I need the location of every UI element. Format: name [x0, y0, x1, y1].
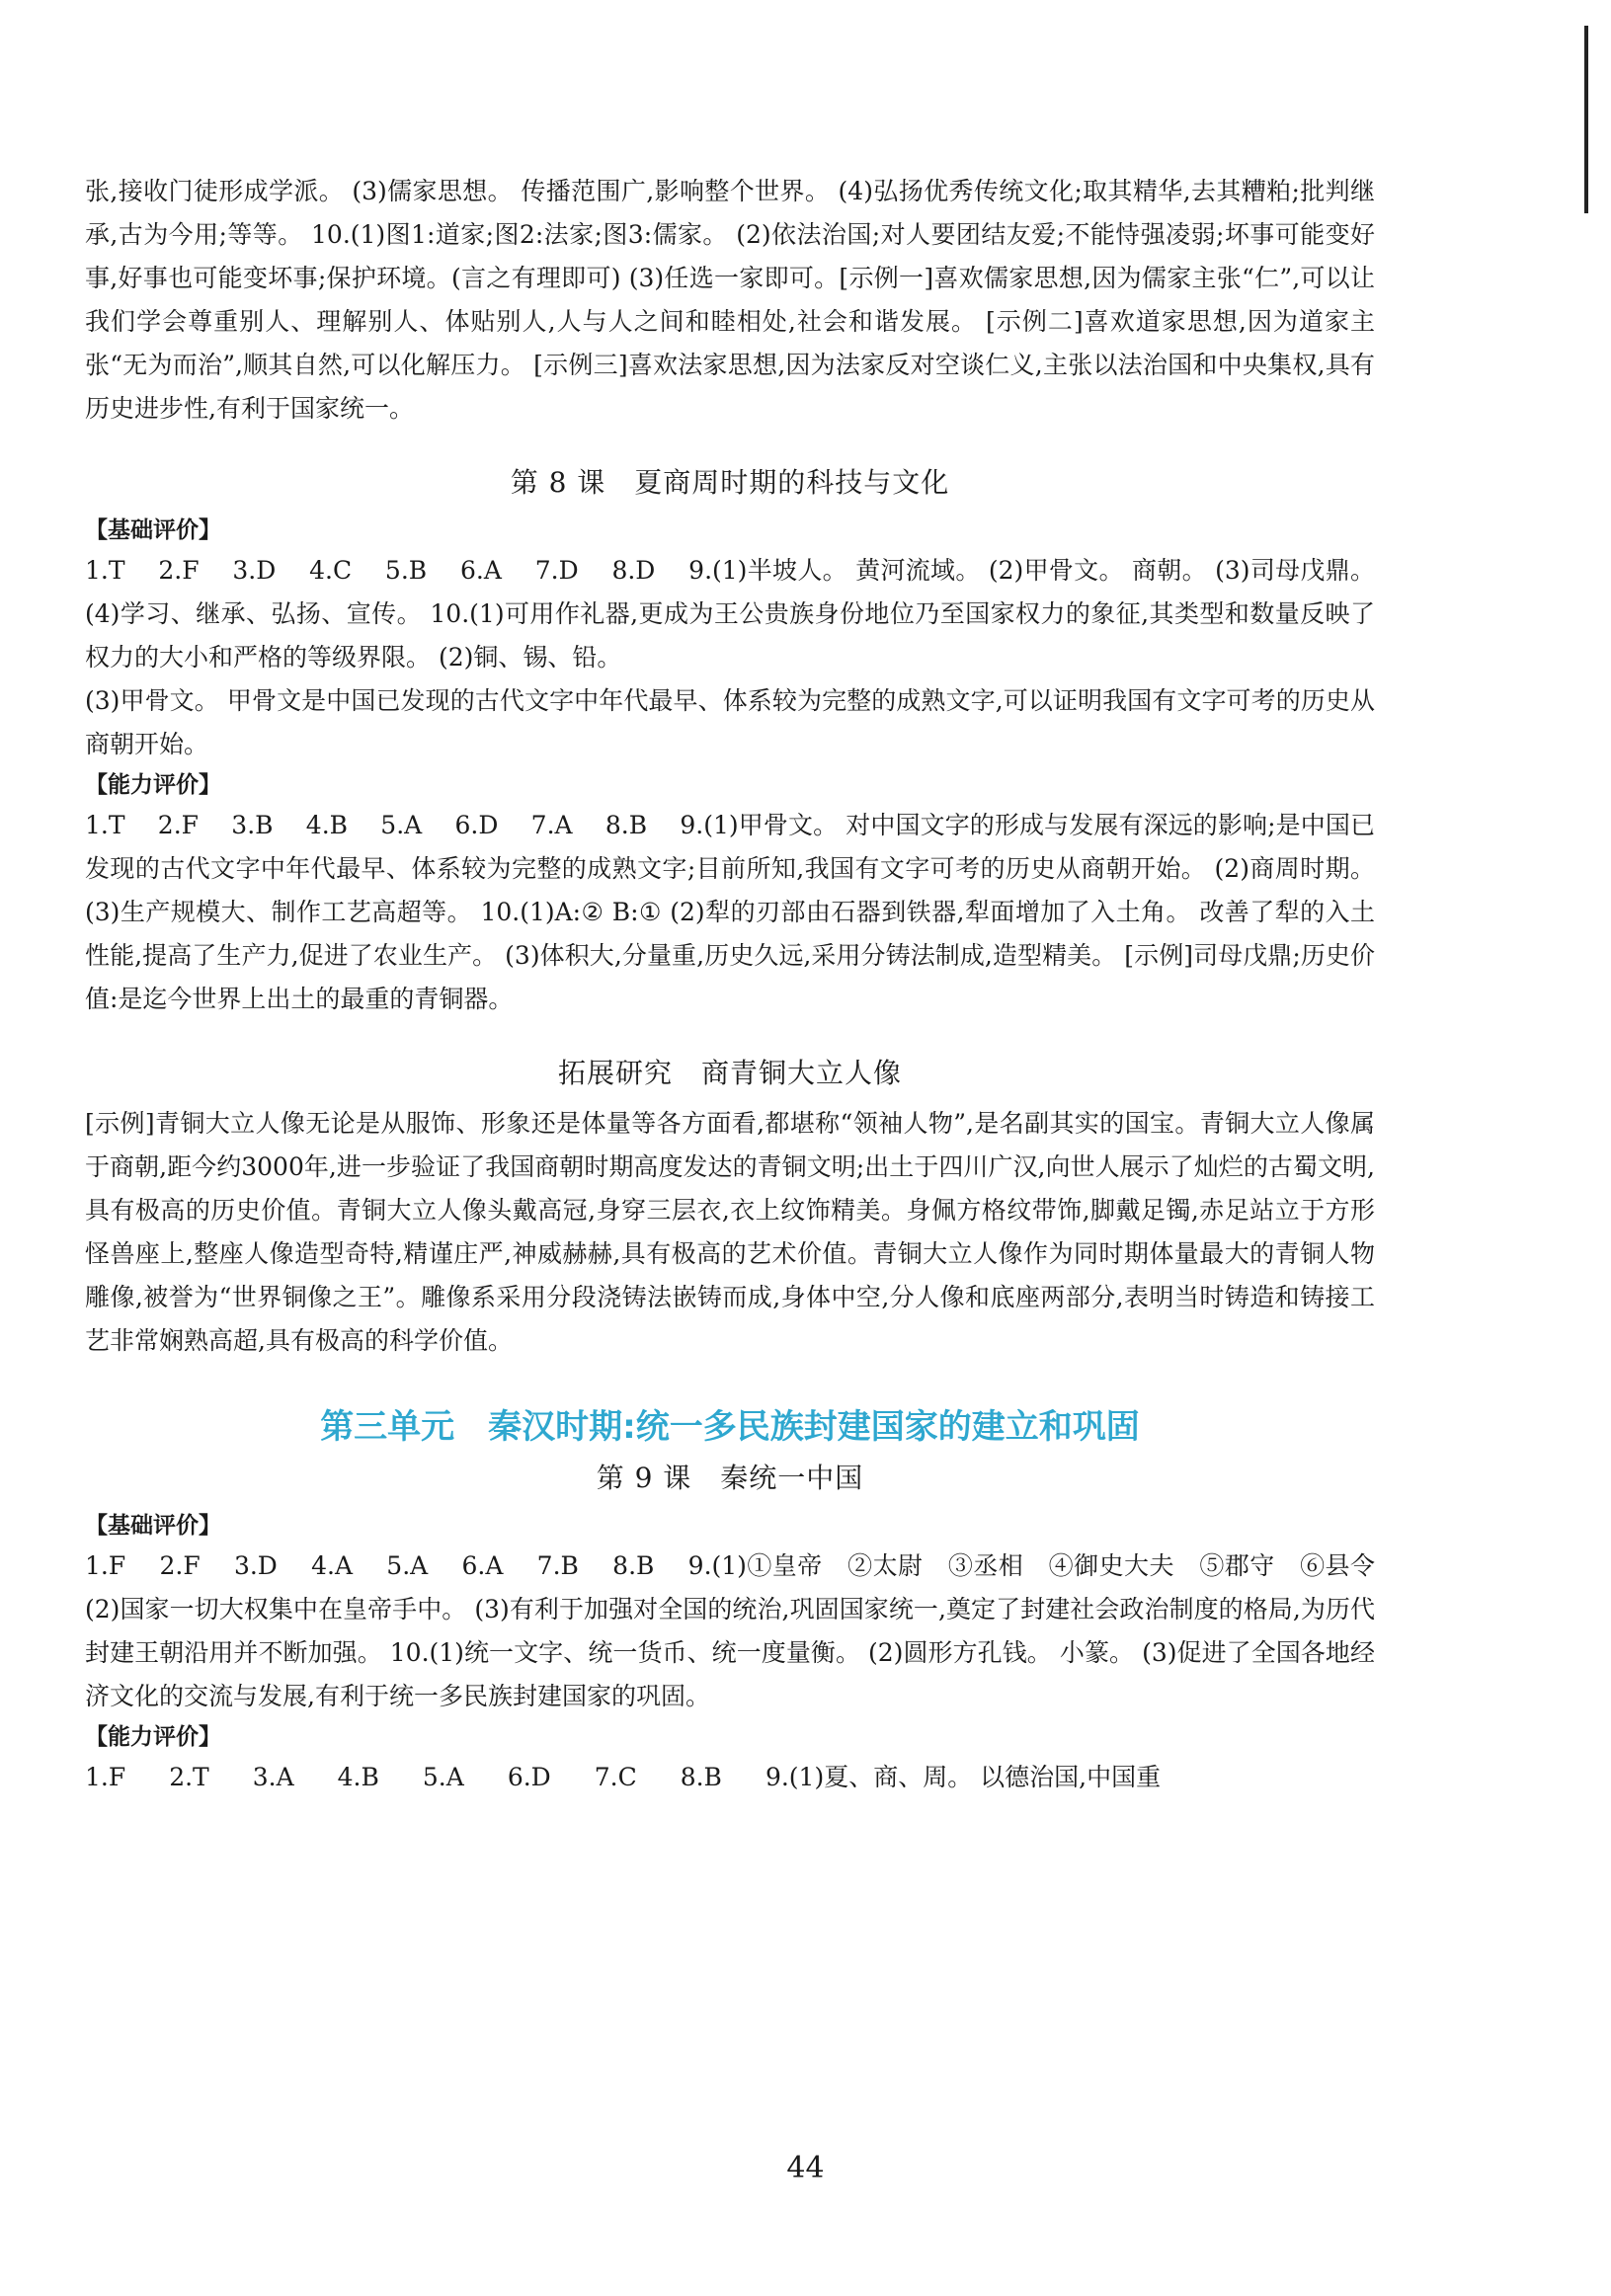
answer-item: 6.D — [507, 1763, 551, 1791]
answer-tail: 9.(1)夏、商、周。 以德治国,中国重 — [765, 1763, 1162, 1791]
answer-item: 1.F — [85, 1763, 126, 1791]
lesson-8-ability-tag: 【能力评价】 — [85, 772, 221, 798]
continuation-paragraph: 张,接收门徒形成学派。 (3)儒家思想。 传播范围广,影响整个世界。 (4)弘扬优秀传统文化;取其精华,去其糟粕;批判继承,古为今用;等等。 10.(1)图1:道家;图2:法家;图3:儒家。 (2)依法治国;对人要团结友爱;不能恃强凌弱;坏事可能变好事,好事也可能变坏事;保护环境。(言之有理即可) (3)任选一家即可。[示例一]喜欢儒家思想,因为儒家主张“仁”,可以让我们学会尊重别人、理解别人、体贴别人,人与人之间和睦相处,社会和谐发展。 [示例二]喜欢道家思想,因为道家主张“无为而治”,顺其自然,可以化解压力。 [示例三]喜欢法家思想,因为法家反对空谈仁义,主张以法治国和中央集权,具有历史进步性,有利于国家统一。 — [85, 177, 1375, 423]
lesson-9-basic-tag: 【基础评价】 — [85, 1513, 221, 1539]
answer-item: 8.B — [680, 1763, 722, 1791]
research-paragraph: [示例]青铜大立人像无论是从服饰、形象还是体量等各方面看,都堪称“领袖人物”,是名副其实的国宝。青铜大立人像属于商朝,距今约3000年,进一步验证了我国商朝时期高度发达的青铜文明;出土于四川广汉,向世人展示了灿烂的古蜀文明,具有极高的历史价值。青铜大立人像头戴高冠,身穿三层衣,衣上纹饰精美。身佩方格纹带饰,脚戴足镯,赤足站立于方形怪兽座上,整座人像造型奇特,精谨庄严,神威赫赫,具有极高的艺术价值。青铜大立人像作为同时期体量最大的青铜人物雕像,被誉为“世界铜像之王”。雕像系采用分段浇铸法嵌铸而成,身体中空,分人像和底座两部分,表明当时铸造和铸接工艺非常娴熟高超,具有极高的科学价值。 — [85, 1109, 1375, 1355]
lesson-9-title: 第 9 课 秦统一中国 — [596, 1462, 864, 1494]
answer-item: 2.T — [169, 1763, 209, 1791]
lesson-8-title: 第 8 课 夏商周时期的科技与文化 — [510, 466, 950, 499]
answer-item: 4.B — [337, 1763, 379, 1791]
page-number: 44 — [786, 2151, 825, 2185]
page-edge-line — [1584, 26, 1588, 213]
unit-3-title: 第三单元 秦汉时期:统一多民族封建国家的建立和巩固 — [320, 1407, 1140, 1447]
answer-item: 7.C — [594, 1763, 637, 1791]
lesson-8-basic-answers: 1.T 2.F 3.D 4.C 5.B 6.A 7.D 8.D 9.(1)半坡人。 黄河流域。 (2)甲骨文。 商朝。 (3)司母戊鼎。 (4)学习、继承、弘扬、宣传。 10.(1)可用作礼器,更成为王公贵族身份地位乃至国家权力的象征,其类型和数量反映了权力的大小和严格的等级界限。 (2)铜、锡、铅。 — [85, 556, 1375, 672]
lesson-8-basic-answers-cont: (3)甲骨文。 甲骨文是中国已发现的古代文字中年代最早、体系较为完整的成熟文字,可以证明我国有文字可考的历史从商朝开始。 — [85, 686, 1375, 758]
lesson-9-ability-answers — [85, 1756, 1375, 1799]
lesson-8-basic-tag: 【基础评价】 — [85, 517, 221, 543]
answer-item: 5.A — [422, 1763, 464, 1791]
lesson-9-basic-answers: 1.F 2.F 3.D 4.A 5.A 6.A 7.B 8.B 9.(1)①皇帝 ②太尉 ③丞相 ④御史大夫 ⑤郡守 ⑥县令 (2)国家一切大权集中在皇帝手中。 (3)有利于加强对全国的统治,巩固国家统一,奠定了封建社会政治制度的格局,为历代封建王朝沿用并不断加强。 10.(1)统一文字、统一货币、统一度量衡。 (2)圆形方孔钱。 小篆。 (3)促进了全国各地经济文化的交流与发展,有利于统一多民族封建国家的巩固。 — [85, 1551, 1401, 1710]
research-title: 拓展研究 商青铜大立人像 — [557, 1057, 902, 1089]
answer-item: 3.A — [252, 1763, 294, 1791]
page-content — [85, 170, 1401, 1799]
lesson-8-ability-answers: 1.T 2.F 3.B 4.B 5.A 6.D 7.A 8.B 9.(1)甲骨文。 对中国文字的形成与发展有深远的影响;是中国已发现的古代文字中年代最早、体系较为完整的成熟文字;目前所知,我国有文字可考的历史从商朝开始。 (2)商周时期。 (3)生产规模大、制作工艺高超等。 10.(1)A:② B:① (2)犁的刃部由石器到铁器,犁面增加了入土角。 改善了犁的入土性能,提高了生产力,促进了农业生产。 (3)体积大,分量重,历史久远,采用分铸法制成,造型精美。 [示例]司母戊鼎;历史价值:是迄今世界上出土的最重的青铜器。 — [85, 811, 1375, 1013]
lesson-9-ability-tag: 【能力评价】 — [85, 1724, 221, 1750]
